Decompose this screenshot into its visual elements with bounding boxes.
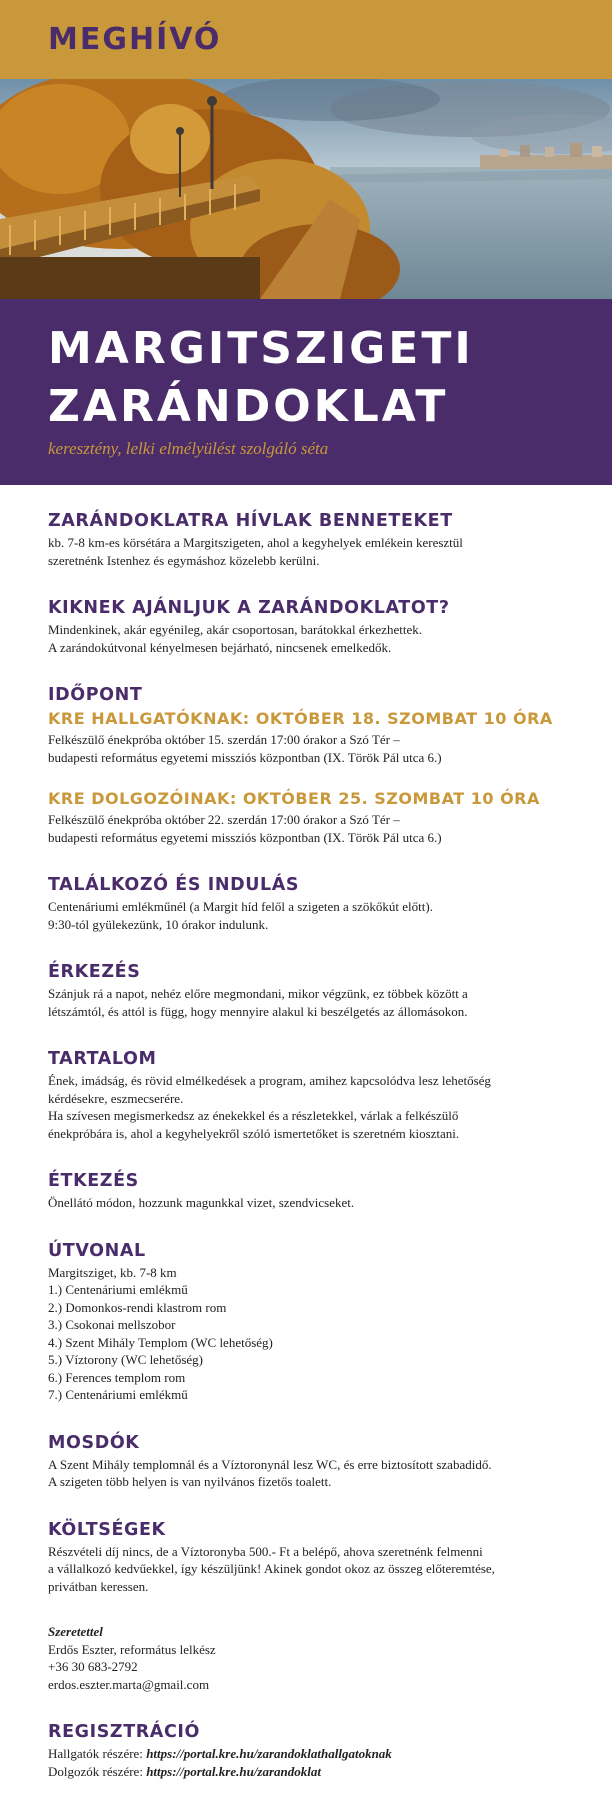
text-line: Mindenkinek, akár egyénileg, akár csoportosan, barátokkal érkezhettek. — [48, 622, 422, 637]
route-item: 4.) Szent Mihály Templom (WC lehetőség) — [48, 1334, 273, 1350]
text-line: Részvételi díj nincs, de a Víztoronyba 500.- Ft a belépő, ahova szeretnénk felmenni — [48, 1543, 483, 1559]
staff-registration-label: Dolgozók részére: — [48, 1763, 147, 1779]
content-body — [0, 485, 612, 1780]
toilet-section — [48, 1432, 564, 1491]
text-line: létszámtól, és attól is függ, hogy mennyire alakul ki beszélgetés az állomásokon. — [48, 1003, 468, 1019]
section-heading: ÚTVONAL — [48, 1240, 146, 1261]
section-heading: ÉTKEZÉS — [48, 1171, 139, 1191]
registration-section — [48, 1721, 564, 1780]
meeting-section — [48, 874, 564, 933]
text-line: Centenáriumi emlékműnél (a Margit híd felől a szigeten a szökőkút előtt). — [48, 899, 433, 914]
text-line: A zarándokútvonal kényelmesen bejárható, nincsenek emelkedők. — [48, 639, 392, 655]
signature-block — [48, 1623, 564, 1693]
costs-section — [48, 1519, 564, 1596]
organizer-name: Erdős Eszter, református lelkész — [48, 1641, 216, 1657]
students-date-block — [48, 708, 564, 766]
route-item: 5.) Víztorony (WC lehetőség) — [48, 1352, 203, 1367]
organizer-phone: +36 30 683-2792 — [48, 1659, 138, 1674]
route-item: 7.) Centenáriumi emlékmű — [48, 1387, 188, 1402]
food-section — [48, 1170, 564, 1212]
text-line: Ének, imádság, és rövid elmélkedések a program, amihez kapcsolódva lesz lehetőség — [48, 1073, 491, 1088]
section-heading: REGISZTRÁCIÓ — [48, 1722, 200, 1742]
title-banner — [0, 299, 612, 485]
section-heading: KÖLTSÉGEK — [48, 1519, 166, 1540]
text-line: Önellátó módon, hozzunk magunkkal vizet, szendvicseket. — [48, 1195, 355, 1210]
route-item: 6.) Ferences templom rom — [48, 1369, 186, 1385]
invite-section — [48, 510, 564, 569]
route-item: 2.) Domonkos-rendi klastrom rom — [48, 1299, 227, 1315]
text-line: a vállalkozó kedvűekkel, így készüljünk! Akinek gondot okoz az összeg előteremtése, — [48, 1561, 495, 1576]
section-heading: KIKNEK AJÁNLJUK A ZARÁNDOKLATOT? — [48, 598, 450, 618]
audience-section — [48, 597, 564, 656]
route-item: 3.) Csokonai mellszobor — [48, 1317, 176, 1332]
section-heading: IDŐPONT — [48, 685, 143, 705]
section-heading: ÉRKEZÉS — [48, 962, 141, 982]
section-heading: TALÁLKOZÓ ÉS INDULÁS — [48, 875, 300, 895]
text-line: kb. 7-8 km-es körsétára a Margitszigeten, ahol a kegyhelyek emlékein keresztül — [48, 535, 463, 550]
text-line: kérdésekre, eszmecserére. — [48, 1090, 184, 1106]
text-line: szeretnénk Istenhez és egymáshoz közelebb kerülni. — [48, 552, 320, 568]
text-line: A Szent Mihály templomnál és a Víztoronynál lesz WC, és erre biztosított szabadidő. — [48, 1456, 492, 1472]
staff-date-block — [48, 788, 564, 846]
section-heading: MOSDÓK — [48, 1432, 140, 1453]
students-registration-link[interactable]: https://portal.kre.hu/zarandoklathallgatoknak — [146, 1746, 392, 1761]
event-title-line2: ZARÁNDOKLAT — [48, 381, 449, 432]
section-heading: TARTALOM — [48, 1049, 157, 1069]
arrival-section — [48, 961, 564, 1020]
header-title: MEGHÍVÓ — [48, 22, 222, 57]
route-item: 1.) Centenáriumi emlékmű — [48, 1282, 188, 1297]
text-line: Ha szívesen megismerkedsz az énekekkel és a részletekkel, várlak a felkészülő — [48, 1108, 459, 1123]
students-registration — [48, 1745, 564, 1763]
event-title-line1: MARGITSZIGETI — [48, 323, 474, 374]
staff-registration-link[interactable]: https://portal.kre.hu/zarandoklat — [146, 1763, 322, 1779]
text-line: Felkészülő énekpróba október 22. szerdán 17:00 órakor a Szó Tér – — [48, 812, 400, 827]
text-line: énekpróbára is, ahol a kegyhelyekről szóló ismertetőket is szeretném kiosztani. — [48, 1125, 460, 1141]
section-heading: ZARÁNDOKLATRA HÍVLAK BENNETEKET — [48, 511, 453, 531]
bridge-photo — [0, 79, 612, 299]
text-line: privátban keressen. — [48, 1578, 149, 1594]
time-section — [48, 684, 564, 846]
route-section — [48, 1240, 564, 1404]
text-line: Felkészülő énekpróba október 15. szerdán 17:00 órakor a Szó Tér – — [48, 732, 400, 747]
staff-date-heading: KRE DOLGOZÓINAK: OKTÓBER 25. SZOMBAT 10 ÓRA — [48, 789, 540, 808]
text-line: budapesti református egyetemi missziós központban (IX. Török Pál utca 6.) — [48, 749, 442, 765]
content-section — [48, 1048, 564, 1142]
event-subtitle: keresztény, lelki elmélyülést szolgáló séta — [48, 439, 329, 458]
students-registration-label: Hallgatók részére: — [48, 1746, 147, 1761]
text-line: A szigeten több helyen is van nyilvános fizetős toalett. — [48, 1474, 332, 1489]
text-line: Szánjuk rá a napot, nehéz előre megmondani, mikor végzünk, ez többek között a — [48, 986, 468, 1001]
students-date-heading: KRE HALLGATÓKNAK: OKTÓBER 18. SZOMBAT 10 ÓRA — [48, 709, 553, 728]
text-line: 9:30-tól gyülekezünk, 10 órakor indulunk. — [48, 916, 269, 932]
greeting: Szeretettel — [48, 1624, 103, 1639]
route-item: Margitsziget, kb. 7-8 km — [48, 1264, 177, 1280]
staff-registration — [48, 1763, 564, 1781]
organizer-email[interactable]: erdos.eszter.marta@gmail.com — [48, 1676, 210, 1692]
text-line: budapesti református egyetemi missziós központban (IX. Török Pál utca 6.) — [48, 829, 442, 845]
header-bar — [0, 0, 612, 79]
